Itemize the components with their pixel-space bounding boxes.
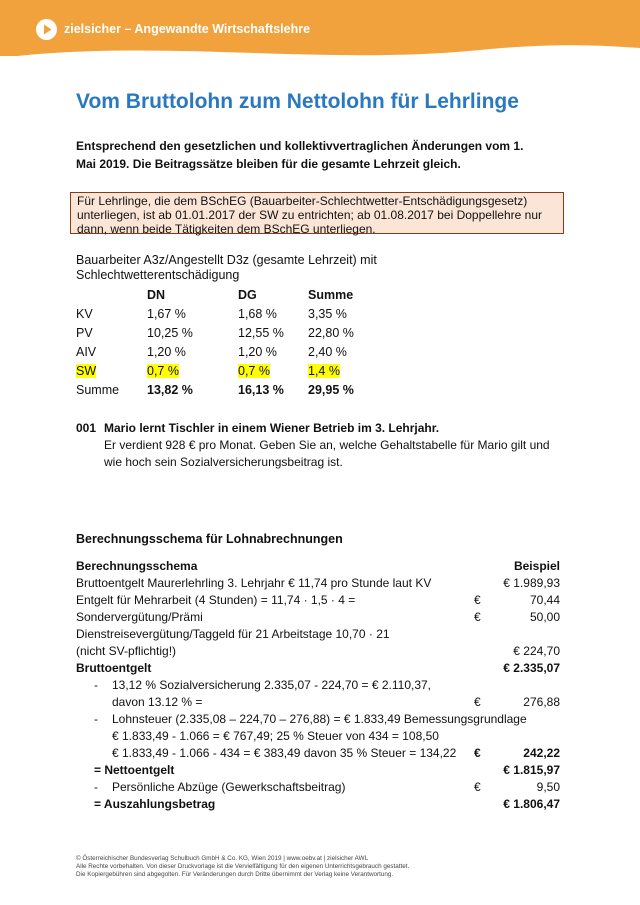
rate-label: Summe <box>76 382 120 397</box>
schema-row-amount: € 1.806,47 <box>503 797 560 811</box>
rate-dg: 1,20 % <box>238 344 277 359</box>
schema-row-amount: € 224,70 <box>513 644 560 658</box>
page-footer <box>76 855 409 879</box>
calculation-schema <box>76 558 560 813</box>
schema-row-currency: € <box>474 780 481 794</box>
task-number: 001 <box>76 421 97 435</box>
schema-row-label: Persönliche Abzüge (Gewerkschaftsbeitrag) <box>112 780 346 794</box>
schema-col-right: Beispiel <box>513 559 560 573</box>
schema-row-label: = Nettoentgelt <box>94 763 175 777</box>
schema-row-amount: 50,00 <box>529 610 560 624</box>
rates-header-sum: Summe <box>308 287 354 302</box>
schema-row-amount: € 1.989,93 <box>503 576 560 590</box>
rates-header-row <box>76 285 388 304</box>
schema-row <box>76 677 560 694</box>
rate-label: AIV <box>76 344 97 359</box>
rates-title-line: Schlechtwetterentschädigung <box>76 268 240 282</box>
task-heading: Mario lernt Tischler in einem Wiener Betrieb im 3. Lehrjahr. <box>104 421 440 435</box>
schema-row <box>76 643 560 660</box>
schema-row-amount: 70,44 <box>529 593 560 607</box>
page-header <box>0 0 640 56</box>
schema-row-currency: € <box>474 593 481 607</box>
schema-row-currency: € <box>474 746 481 760</box>
rates-row-aiv <box>76 342 388 361</box>
rate-dn: 10,25 % <box>147 325 193 340</box>
play-icon <box>36 19 57 40</box>
header-wave <box>0 36 640 56</box>
rate-dn-highlight: 0,7 % <box>147 363 179 378</box>
schema-row-label: € 1.833,49 - 1.066 - 434 = € 383,49 davon 35 % Steuer = 134,22 <box>112 746 457 760</box>
rate-sum: 22,80 % <box>308 325 354 340</box>
notice-line: unterliegen, ist ab 01.01.2017 der SW zu entrichten; ab 01.08.2017 bei Doppellehre nur <box>77 208 542 222</box>
schema-row-gross <box>76 660 560 677</box>
schema-row-label: € 1.833,49 - 1.066 = € 767,49; 25 % Steuer von 434 = 108,50 <box>112 729 439 743</box>
rate-dg: 1,68 % <box>238 306 277 321</box>
schema-row-dash: - <box>94 780 98 794</box>
schema-row-label: = Auszahlungsbetrag <box>94 797 216 811</box>
schema-row-label: Sondervergütung/Prämi <box>76 610 203 624</box>
footer-line: Die Kopiergebühren sind abgegolten. Für Veränderungen durch Dritte übernimmt der Verlag keine Verantwortung. <box>76 871 394 878</box>
intro-text: Entsprechend den gesetzlichen und kollektivvertraglichen Änderungen vom 1. Mai 2019. Die Beitragssätze bleiben für die gesamte Lehrzeit gleich. <box>76 139 524 171</box>
schema-row-amount: 9,50 <box>536 780 560 794</box>
rates-row-sw <box>76 361 388 380</box>
schema-header-row <box>76 558 560 575</box>
schema-row <box>76 728 560 745</box>
schema-row-currency: € <box>474 695 481 709</box>
rates-row-pv <box>76 323 388 342</box>
schema-row <box>76 575 560 592</box>
rate-label-highlight: SW <box>76 363 97 378</box>
schema-row <box>76 711 560 728</box>
schema-row <box>76 745 560 762</box>
rate-dg-highlight: 0,7 % <box>238 363 270 378</box>
rates-header <box>76 285 147 304</box>
notice-box <box>70 192 564 234</box>
rate-dn-total: 13,82 % <box>147 382 193 397</box>
schema-row <box>76 626 560 643</box>
schema-row-label: (nicht SV-pflichtig!) <box>76 644 177 658</box>
rates-header-dg: DG <box>238 287 257 302</box>
rates-title <box>76 253 377 283</box>
brand-name: zielsicher – Angewandte Wirtschaftslehre <box>64 22 311 36</box>
schema-row <box>76 694 560 711</box>
schema-row-label: Bruttoentgelt <box>76 661 152 675</box>
schema-row-amount: 276,88 <box>523 695 560 709</box>
schema-row-amount: € 1.815,97 <box>503 763 560 777</box>
schema-row-currency: € <box>474 610 481 624</box>
schema-row <box>76 609 560 626</box>
rates-table <box>76 285 388 399</box>
schema-row <box>76 592 560 609</box>
schema-row <box>76 779 560 796</box>
rate-sum: 2,40 % <box>308 344 347 359</box>
rate-dn: 1,67 % <box>147 306 186 321</box>
rate-sum: 3,35 % <box>308 306 347 321</box>
footer-line: © Österreichischer Bundesverlag Schulbuch GmbH & Co. KG, Wien 2019 | www.oebv.at | zielsicher AWL <box>76 855 369 862</box>
schema-row-dash: - <box>94 678 98 692</box>
schema-col-left: Berechnungsschema <box>76 559 198 573</box>
schema-row-label: davon 13.12 % = <box>112 695 203 709</box>
rates-title-line: Bauarbeiter A3z/Angestellt D3z (gesamte Lehrzeit) mit <box>76 253 377 267</box>
rate-sum-highlight: 1,4 % <box>308 363 340 378</box>
schema-row-net <box>76 762 560 779</box>
schema-row-label: Entgelt für Mehrarbeit (4 Stunden) = 11,74 · 1,5 · 4 = <box>76 593 356 607</box>
rate-label: KV <box>76 306 93 321</box>
rates-row-total <box>76 380 388 399</box>
rate-dg: 12,55 % <box>238 325 284 340</box>
schema-row-label: Bruttoentgelt Maurerlehrling 3. Lehrjahr € 11,74 pro Stunde laut KV <box>76 576 432 590</box>
rates-header-dn: DN <box>147 287 166 302</box>
schema-title: Berechnungsschema für Lohnabrechnungen <box>76 532 343 546</box>
schema-row-amount: 242,22 <box>523 746 560 760</box>
footer-line: Alle Rechte vorbehalten. Von dieser Druckvorlage ist die Vervielfältigung für den eigenen Unterrichtsgebrauch gestattet. <box>76 863 410 870</box>
schema-row-amount: € 2.335,07 <box>503 661 560 675</box>
schema-row-label: 13,12 % Sozialversicherung 2.335,07 - 224,70 = € 2.110,37, <box>112 678 432 692</box>
task-body: Er verdient 928 € pro Monat. Geben Sie an, welche Gehaltstabelle für Mario gilt und wie hoch sein Sozialversicherungsbeitrag ist. <box>104 438 550 469</box>
schema-row-dash: - <box>94 712 98 726</box>
schema-row-payout <box>76 796 560 813</box>
page-title: Vom Bruttolohn zum Nettolohn für Lehrlinge <box>76 90 519 113</box>
rate-label: PV <box>76 325 93 340</box>
schema-row-label: Lohnsteuer (2.335,08 – 224,70 – 276,88) = € 1.833,49 Bemessungsgrundlage <box>112 712 527 726</box>
rate-dn: 1,20 % <box>147 344 186 359</box>
rates-row-kv <box>76 304 388 323</box>
notice-line: Für Lehrlinge, die dem BSchEG (Bauarbeiter-Schlechtwetter-Entschädigungsgesetz) <box>77 194 528 208</box>
rate-dg-total: 16,13 % <box>238 382 284 397</box>
notice-line: dann, wenn beide Tätigkeiten dem BSchEG unterliegen. <box>77 222 376 236</box>
rate-sum-total: 29,95 % <box>308 382 354 397</box>
schema-row-label: Dienstreisevergütung/Taggeld für 21 Arbeitstage 10,70 · 21 <box>76 627 390 641</box>
